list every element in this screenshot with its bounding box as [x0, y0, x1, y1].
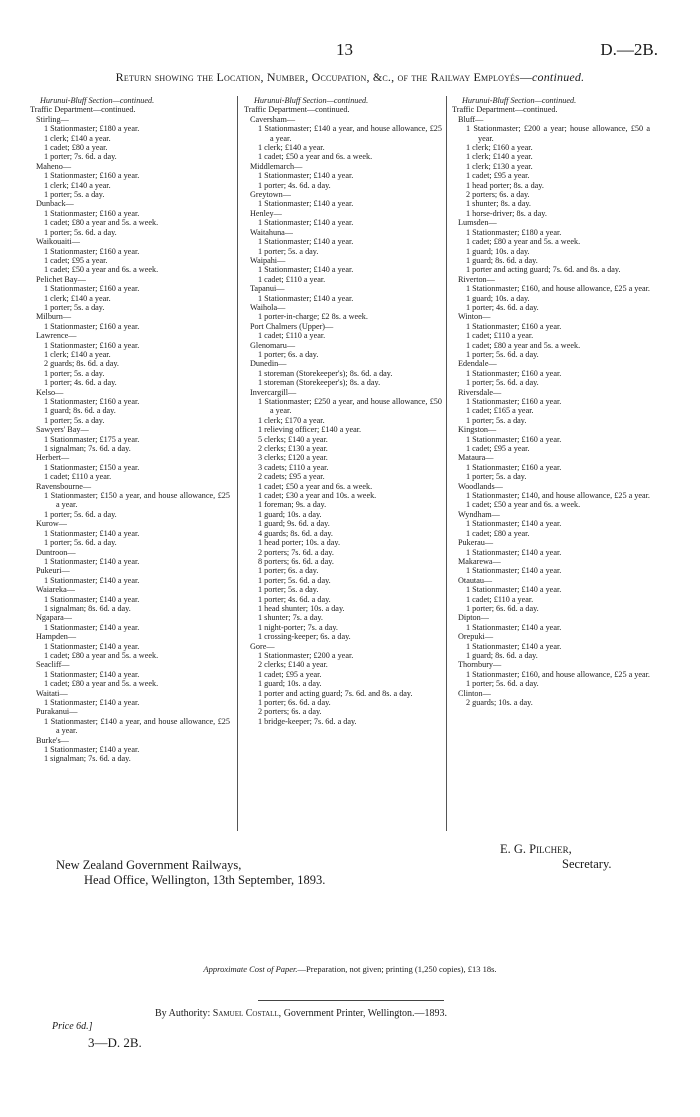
employee-entry: 1 clerk; £160 a year. [466, 143, 533, 153]
employee-entry: 1 Stationmaster; £140 a year. [466, 641, 562, 651]
employee-entry: 1 Stationmaster; £140 a year, and house allowance, £25 a year. [44, 716, 230, 736]
department-heading: Traffic Department—continued. [452, 105, 558, 115]
employee-entry: 1 clerk; £140 a year. [466, 152, 533, 162]
employee-entry: 1 signalman; 7s. 6d. a day. [44, 444, 131, 454]
employee-entry: 1 porter; 4s. 6d. a day. [466, 302, 539, 312]
employee-entry: 1 Stationmaster; £140 a year. [44, 641, 140, 651]
station-name: Lawrence— [36, 331, 77, 341]
station-name: Riversdale— [458, 387, 502, 397]
employee-entry: 1 porter; 6s. 6d. a day. [258, 698, 331, 707]
employee-entry: 1 Stationmaster; £250 a year, and house allowance, £50 a year. [258, 397, 442, 416]
station-name: Purakanui— [36, 707, 78, 717]
employee-entry: 1 cadet; £50 a year and 6s. a week. [466, 500, 581, 510]
employee-entry: 1 clerk; £170 a year. [258, 415, 325, 425]
station-name: Kurow— [36, 519, 67, 529]
station-name: Burke's— [36, 735, 69, 745]
department-heading: Traffic Department—continued. [244, 105, 350, 115]
employee-entry: 1 Stationmaster; £140 a year. [466, 622, 562, 632]
employee-entry: 1 cadet; £95 a year. [44, 255, 108, 265]
page-number: 13 [336, 40, 353, 59]
employee-entry: 1 storeman (Storekeeper's); 8s. a day. [258, 378, 381, 388]
employee-entry: 1 cadet; £110 a year. [466, 594, 534, 604]
station-name: Waipahi— [250, 255, 286, 265]
department-heading: Traffic Department—continued. [30, 105, 136, 115]
employee-entry: 1 cadet; £50 a year and 6s. a week. [258, 152, 373, 162]
station-name: Invercargill— [250, 387, 297, 397]
employee-entry: 1 cadet; £110 a year. [258, 331, 326, 341]
employee-entry: 1 porter; 5s. a day. [44, 368, 105, 378]
employee-entry: 1 guard; 8s. 6d. a day. [466, 650, 538, 660]
employee-entry: 4 guards; 8s. 6d. a day. [258, 528, 333, 538]
office-line-2: Head Office, Wellington, 13th September, 1893. [84, 873, 326, 887]
employee-entry: 1 Stationmaster; £180 a year. [44, 124, 140, 134]
employee-entry: 1 guard; 10s. a day. [466, 293, 530, 303]
employee-column-2 [244, 96, 442, 726]
employee-entry: 1 cadet; £165 a year. [466, 406, 534, 416]
employee-entry: 1 cadet; £80 a year. [466, 528, 530, 538]
employee-entry: 1 clerk; £140 a year. [44, 180, 111, 190]
employee-entry: 1 porter; 5s. a day. [258, 246, 319, 256]
station-name: Bluff— [458, 114, 484, 124]
employee-entry: 1 Stationmaster; £140 a year. [44, 669, 140, 679]
employee-entry: 1 Stationmaster; £140 a year. [258, 265, 354, 275]
section-heading: Hurunui-Bluff Section—continued. [462, 96, 577, 105]
station-name: Duntroon— [36, 547, 76, 557]
employee-entry: 1 Stationmaster; £140 a year. [258, 237, 354, 247]
station-name: Milburn— [36, 312, 72, 322]
station-name: Maheno— [36, 161, 72, 171]
employee-entry: 1 relieving officer; £140 a year. [258, 425, 362, 435]
employee-entry: 1 Stationmaster; £160 a year. [44, 284, 140, 294]
employee-entry: 1 Stationmaster; £140 a year. [44, 528, 140, 538]
employee-entry: 1 storeman (Storekeeper's); 8s. 6d. a day. [258, 368, 393, 378]
employee-entry: 1 cadet; £110 a year. [44, 472, 112, 482]
printer-authority [155, 1008, 447, 1019]
employee-entry: 1 Stationmaster; £140 a year. [258, 218, 354, 228]
employee-column-3 [452, 96, 650, 707]
employee-entry: 1 Stationmaster; £160 a year. [466, 368, 562, 378]
station-name: Gore— [250, 641, 275, 651]
employee-entry: 1 Stationmaster; £160 a year. [466, 321, 562, 331]
employee-entry: 1 shunter; 7s. a day. [258, 613, 323, 623]
station-name: Clinton— [458, 688, 491, 698]
signatory-role: Secretary. [562, 857, 612, 871]
station-name: Dipton— [458, 613, 489, 623]
employee-entry: 2 clerks; £140 a year. [258, 660, 328, 670]
employee-entry: 1 porter and acting guard; 7s. 6d. and 8s. a day. [466, 265, 621, 275]
section-heading: Hurunui-Bluff Section—continued. [254, 96, 369, 105]
employee-entry: 1 Stationmaster; £160 a year. [44, 397, 140, 406]
employee-entry: 1 Stationmaster; £140 a year. [44, 745, 140, 755]
employee-entry: 1 porter; 6s. a day. [258, 566, 319, 576]
employee-entry: 1 porter; 5s. a day. [258, 585, 319, 595]
employee-entry: 1 Stationmaster; £200 a year; house allowance, £50 a year. [466, 124, 650, 143]
employee-entry: 1 Stationmaster; £140 a year. [44, 594, 140, 604]
employee-entry: 1 Stationmaster; £140 a year, and house allowance, £25 a year. [258, 124, 442, 143]
signature-block [500, 842, 612, 872]
authority-prefix: By Authority: [155, 1008, 211, 1019]
employee-entry: 1 Stationmaster; £140 a year. [44, 575, 140, 585]
station-name: Caversham— [250, 114, 296, 124]
station-name: Wyndham— [458, 509, 500, 519]
station-name: Dunback— [36, 199, 74, 209]
station-name: Hampden— [36, 632, 77, 642]
employee-entry: 1 guard; 10s. a day. [466, 246, 530, 256]
employee-entry: 1 clerk; £130 a year. [466, 161, 533, 171]
employee-entry: 2 porters; 6s. a day. [258, 707, 322, 717]
employee-entry: 1 porter; 4s. 6d. a day. [258, 180, 331, 190]
authority-suffix: Government Printer, Wellington.—1893. [283, 1008, 447, 1019]
employee-entry: 1 porter; 6s. a day. [258, 349, 319, 359]
station-name: Ravensbourne— [36, 481, 92, 491]
employee-entry: 1 cadet; £80 a year. [44, 143, 108, 153]
station-name: Dunedin— [250, 359, 287, 369]
employee-entry: 1 cadet; £50 a year and 6s. a week. [258, 481, 373, 491]
employee-entry: 1 clerk; £140 a year. [44, 133, 111, 143]
signatory-name: E. G. Pilcher, [500, 842, 572, 856]
employee-entry: 1 porter; 5s. a day. [466, 415, 527, 425]
employee-entry: 1 Stationmaster; £140 a year. [466, 519, 562, 529]
station-name: Lumsden— [458, 218, 497, 228]
employee-entry: 1 guard; 10s. a day. [258, 509, 322, 519]
employee-entry: 1 clerk; £140 a year. [44, 293, 111, 303]
station-name: Pukerau— [458, 538, 494, 548]
station-name: Orepuki— [458, 632, 494, 642]
employee-entry: 1 porter; 5s. a day. [44, 415, 105, 425]
office-address [56, 858, 325, 888]
employee-entry: 1 Stationmaster; £150 a year. [44, 462, 140, 472]
employee-entry: 1 cadet; £80 a year and 5s. a week. [44, 218, 159, 228]
station-name: Ngapara— [36, 613, 72, 623]
employee-entry: 1 guard; 10s. a day. [258, 679, 322, 689]
employee-entry: 1 porter; 5s. 6d. a day. [466, 378, 539, 388]
station-name: Makarewa— [458, 556, 501, 566]
employee-entry: 1 porter; 5s. a day. [44, 190, 105, 200]
employee-entry: 1 cadet; £110 a year. [466, 331, 534, 341]
employee-entry: 1 Stationmaster; £150 a year, and house allowance, £25 a year. [44, 491, 230, 510]
employee-entry: 1 cadet; £95 a year. [466, 171, 530, 181]
employee-entry: 1 Stationmaster; £160 a year. [44, 208, 140, 218]
station-name: Edendale— [458, 359, 497, 369]
station-name: Waihola— [250, 302, 286, 312]
employee-entry: 1 guard; 8s. 6d. a day. [44, 406, 116, 416]
employee-entry: 1 Stationmaster; £140 a year. [44, 622, 140, 632]
return-title-continued: continued. [532, 70, 585, 84]
employee-entry: 1 porter; 4s. 6d. a day. [258, 594, 331, 604]
horizontal-rule [258, 1000, 444, 1001]
employee-entry: 1 Stationmaster; £140 a year. [258, 293, 354, 303]
employee-entry: 1 night-porter; 7s. a day. [258, 622, 338, 632]
station-name: Woodlands— [458, 481, 503, 491]
employee-entry: 1 cadet; £110 a year. [258, 274, 326, 284]
employee-entry: 1 porter; 5s. 6d. a day. [44, 509, 117, 519]
employee-entry: 2 porters; 7s. 6d. a day. [258, 547, 334, 557]
employee-entry: 1 cadet; £50 a year and 6s. a week. [44, 265, 159, 275]
employee-entry: 1 Stationmaster; £140 a year. [466, 547, 562, 557]
document-code: D.—2B. [600, 40, 658, 59]
employee-entry: 1 cadet; £95 a year. [466, 444, 530, 454]
employee-entry: 1 signalman; 7s. 6d. a day. [44, 754, 131, 764]
employee-entry: 1 porter; 5s. 6d. a day. [258, 575, 331, 585]
sheet-mark: 3—D. 2B. [88, 1035, 142, 1050]
employee-entry: 1 cadet; £80 a year and 5s. a week. [44, 679, 159, 689]
station-name: Kingston— [458, 425, 497, 435]
employee-entry: 1 crossing-keeper; 6s. a day. [258, 632, 351, 642]
employee-entry: 1 Stationmaster; £180 a year. [466, 227, 562, 237]
employee-entry: 1 porter; 5s. 6d. a day. [466, 679, 539, 689]
employee-entry: 1 Stationmaster; £140 a year. [44, 556, 140, 566]
employee-entry: 1 cadet; £80 a year and 5s. a week. [44, 650, 159, 660]
station-name: Waikouaiti— [36, 237, 80, 247]
employee-entry: 1 cadet; £80 a year and 5s. a week. [466, 237, 581, 247]
employee-entry: 1 Stationmaster; £160, and house allowance, £25 a year. [466, 669, 650, 679]
employee-entry: 2 porters; 6s. a day. [466, 190, 530, 200]
employee-entry: 1 Stationmaster; £160 a year. [466, 434, 562, 444]
employee-entry: 1 porter-in-charge; £2 8s. a week. [258, 312, 368, 322]
station-name: Seacliff— [36, 660, 70, 670]
employee-entry: 1 cadet; £95 a year. [258, 669, 322, 679]
employee-entry: 1 Stationmaster; £160 a year. [44, 321, 140, 331]
employee-entry: 1 Stationmaster; £160 a year. [44, 171, 140, 181]
employee-entry: 1 guard; 9s. 6d. a day. [258, 519, 330, 529]
employee-entry: 1 guard; 8s. 6d. a day. [466, 255, 538, 265]
station-name: Greytown— [250, 190, 291, 200]
station-name: Middlemarch— [250, 161, 303, 171]
station-name: Herbert— [36, 453, 70, 463]
station-name: Port Chalmers (Upper)— [250, 321, 334, 331]
employee-entry: 1 Stationmaster; £160 a year. [466, 462, 562, 472]
employee-entry: 1 head shunter; 10s. a day. [258, 603, 345, 613]
column-divider [446, 96, 447, 831]
employee-entry: 8 porters; 6s. 6d. a day. [258, 556, 334, 566]
station-name: Kelso— [36, 387, 64, 397]
station-name: Pukeuri— [36, 566, 70, 576]
station-name: Tapanui— [250, 284, 285, 294]
station-name: Waitahuna— [250, 227, 293, 237]
employee-entry: 2 guards; 8s. 6d. a day. [44, 359, 119, 369]
employee-entry: 1 Stationmaster; £160 a year. [466, 397, 562, 406]
employee-entry: 1 porter; 4s. 6d. a day. [44, 378, 117, 388]
employee-entry: 1 Stationmaster; £140 a year. [466, 566, 562, 576]
station-name: Otautau— [458, 575, 493, 585]
office-line-1: New Zealand Government Railways, [56, 858, 242, 872]
station-list [244, 115, 442, 726]
station-name: Waiareka— [36, 585, 75, 595]
employee-entry: 1 signalman; 8s. 6d. a day. [44, 603, 131, 613]
employee-entry: 1 Stationmaster; £140 a year. [258, 171, 354, 181]
employee-entry: 1 porter; 5s. 6d. a day. [466, 349, 539, 359]
employee-entry: 1 porter; 7s. 6d. a day. [44, 152, 117, 162]
station-name: Mataura— [458, 453, 494, 463]
employee-entry: 1 head porter; 8s. a day. [466, 180, 544, 190]
station-list [452, 115, 650, 708]
employee-entry: 3 clerks; £120 a year. [258, 453, 328, 463]
employee-entry: 3 cadets; £110 a year. [258, 462, 329, 472]
employee-entry: 1 porter; 5s. a day. [466, 472, 527, 482]
cost-text: —Preparation, not given; printing (1,250 copies), £13 18s. [297, 964, 497, 974]
employee-entry: 5 clerks; £140 a year. [258, 434, 328, 444]
employee-entry: 1 Stationmaster; £140, and house allowance, £25 a year. [466, 491, 650, 501]
station-name: Pelichet Bay— [36, 274, 86, 284]
employee-entry: 1 Stationmaster; £160 a year. [44, 340, 140, 350]
employee-entry: 1 Stationmaster; £160, and house allowance, £25 a year. [466, 284, 650, 294]
return-title-main: Return showing the Location, Number, Occupation, &c., of the Railway Employés— [115, 70, 532, 84]
employee-entry: 1 Stationmaster; £160 a year. [44, 246, 140, 256]
employee-entry: 1 clerk; £140 a year. [258, 143, 325, 153]
employee-entry: 1 porter; 5s. 6d. a day. [44, 227, 117, 237]
employee-entry: 1 clerk; £140 a year. [44, 349, 111, 359]
employee-entry: 1 porter; 6s. 6d. a day. [466, 603, 539, 613]
station-name: Glenomaru— [250, 340, 296, 350]
station-name: Henley— [250, 208, 282, 218]
employee-entry: 1 porter; 5s. a day. [44, 302, 105, 312]
station-name: Winton— [458, 312, 491, 322]
cost-note [0, 964, 700, 974]
station-name: Stirling— [36, 114, 69, 124]
employee-entry: 1 Stationmaster; £140 a year. [466, 585, 562, 595]
employee-entry: 2 clerks; £130 a year. [258, 444, 328, 454]
employee-entry: 1 head porter; 10s. a day. [258, 538, 340, 548]
station-name: Riverton— [458, 274, 495, 284]
employee-entry: 1 Stationmaster; £200 a year. [258, 650, 354, 660]
column-divider [237, 96, 238, 831]
price-note: Price 6d.] [52, 1021, 93, 1032]
station-name: Waitati— [36, 688, 68, 698]
station-name: Thornbury— [458, 660, 502, 670]
employee-entry: 2 guards; 10s. a day. [466, 698, 533, 707]
employee-entry: 1 porter; 5s. 6d. a day. [44, 538, 117, 548]
printer-name: Samuel Costall, [212, 1008, 282, 1019]
employee-entry: 1 horse-driver; 8s. a day. [466, 208, 547, 218]
employee-entry: 1 Stationmaster; £175 a year. [44, 434, 140, 444]
employee-entry: 1 Stationmaster; £140 a year. [44, 698, 140, 707]
employee-entry: 1 cadet; £30 a year and 10s. a week. [258, 491, 377, 501]
employee-entry: 2 cadets; £95 a year. [258, 472, 325, 482]
station-list [30, 115, 230, 764]
employee-entry: 1 cadet; £80 a year and 5s. a week. [466, 340, 581, 350]
employee-entry: 1 shunter; 8s. a day. [466, 199, 531, 209]
station-name: Sawyers' Bay— [36, 425, 89, 435]
employee-entry: 1 porter and acting guard; 7s. 6d. and 8s. a day. [258, 688, 413, 698]
return-title [0, 70, 700, 85]
employee-column-1 [30, 96, 230, 764]
section-heading: Hurunui-Bluff Section—continued. [40, 96, 155, 105]
employee-entry: 1 Stationmaster; £140 a year. [258, 199, 354, 209]
employee-entry: 1 bridge-keeper; 7s. 6d. a day. [258, 716, 357, 726]
cost-label: Approximate Cost of Paper. [203, 964, 298, 974]
employee-entry: 1 foreman; 9s. a day. [258, 500, 327, 510]
